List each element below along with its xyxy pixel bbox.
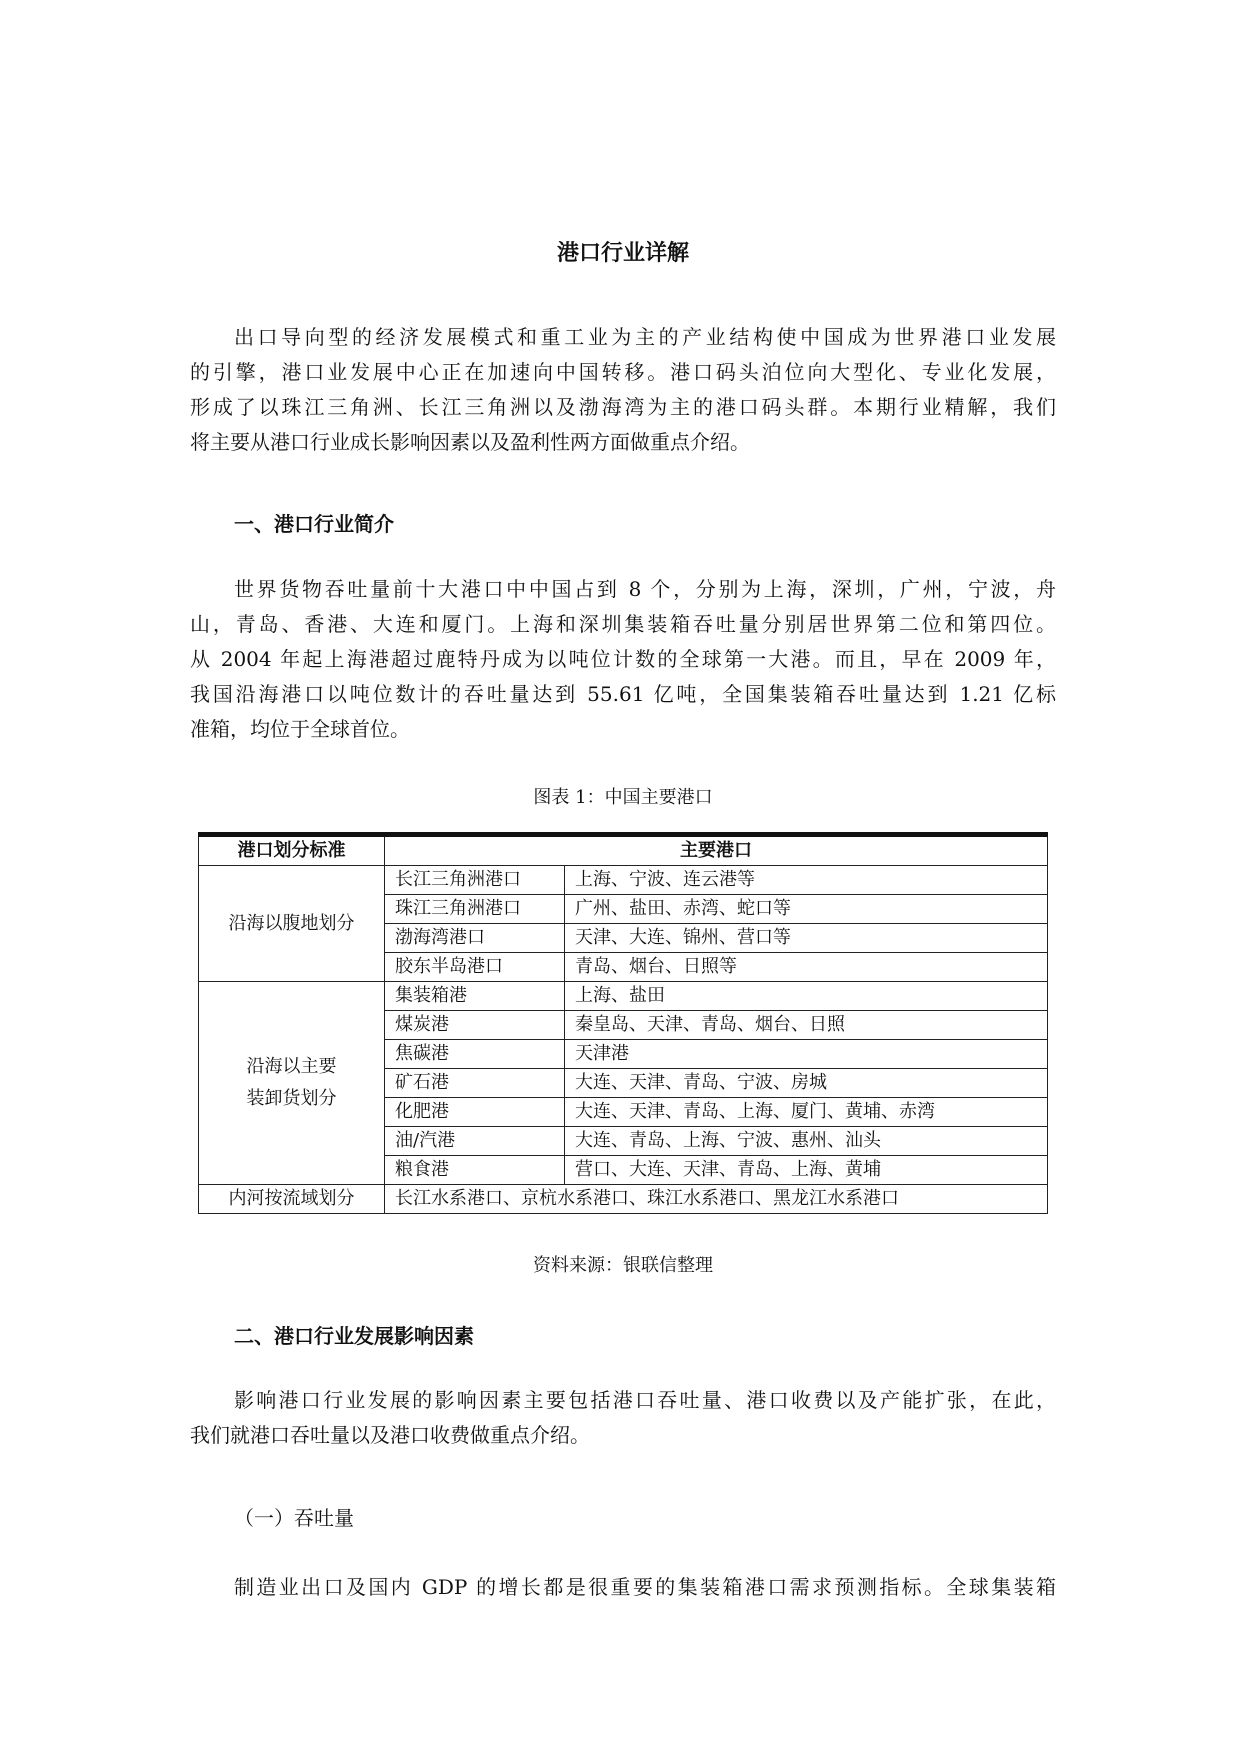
text-line: 形成了以珠江三角洲、长江三角洲以及渤海湾为主的港口码头群。本期行业精解，我们 — [190, 395, 1056, 419]
table-caption: 图表 1：中国主要港口 — [533, 787, 713, 808]
port-type-cell: 胶东半岛港口 — [385, 953, 565, 982]
text-line: 我国沿海港口以吨位数计的吞吐量达到 55.61 亿吨，全国集装箱吞吐量达到 1.21 亿标 — [190, 682, 1056, 706]
port-type-cell: 化肥港 — [385, 1098, 565, 1127]
ports-cell: 大连、天津、青岛、宁波、房城 — [565, 1069, 1048, 1098]
text-line: 出口导向型的经济发展模式和重工业为主的产业结构使中国成为世界港口业发展 — [234, 325, 1056, 349]
ports-cell: 天津港 — [565, 1040, 1048, 1069]
section-2-heading: 二、港口行业发展影响因素 — [234, 1324, 474, 1348]
text-line: 世界货物吞吐量前十大港口中中国占到 8 个，分别为上海，深圳，广州，宁波，舟 — [234, 577, 1056, 601]
text-line: 影响港口行业发展的影响因素主要包括港口吞吐量、港口收费以及产能扩张，在此， — [234, 1388, 1056, 1412]
port-type-cell: 渤海湾港口 — [385, 924, 565, 953]
port-type-cell: 粮食港 — [385, 1156, 565, 1185]
ports-cell: 广州、盐田、赤湾、蛇口等 — [565, 895, 1048, 924]
category-cell: 内河按流域划分 — [199, 1185, 385, 1214]
category-cell — [199, 982, 385, 1185]
table-source: 资料来源：银联信整理 — [533, 1255, 713, 1276]
port-type-cell: 矿石港 — [385, 1069, 565, 1098]
port-type-cell: 集装箱港 — [385, 982, 565, 1011]
ports-table — [198, 832, 1048, 1214]
ports-cell: 天津、大连、锦州、营口等 — [565, 924, 1048, 953]
ports-cell: 长江水系港口、京杭水系港口、珠江水系港口、黑龙江水系港口 — [385, 1185, 1048, 1214]
ports-cell: 大连、青岛、上海、宁波、惠州、汕头 — [565, 1127, 1048, 1156]
section-2-paragraph — [190, 1383, 1056, 1453]
text-line: 我们就港口吞吐量以及港口收费做重点介绍。 — [190, 1423, 590, 1447]
continuation-paragraph — [190, 1570, 1056, 1605]
category-line: 装卸货划分 — [246, 1088, 337, 1109]
ports-cell: 青岛、烟台、日照等 — [565, 953, 1048, 982]
document-title: 港口行业详解 — [556, 241, 689, 266]
text-line: 山，青岛、香港、大连和厦门。上海和深圳集装箱吞吐量分别居世界第二位和第四位。 — [190, 612, 1056, 636]
section-1-paragraph — [190, 572, 1056, 747]
text-line: 从 2004 年起上海港超过鹿特丹成为以吨位计数的全球第一大港。而且，早在 2009 年， — [190, 647, 1056, 671]
table-header-cell: 主要港口 — [385, 835, 1048, 866]
subsection-heading: （一）吞吐量 — [234, 1506, 354, 1530]
ports-cell: 上海、宁波、连云港等 — [565, 866, 1048, 895]
section-1-heading: 一、港口行业简介 — [234, 512, 394, 536]
table-header-row — [199, 835, 1048, 866]
ports-cell: 秦皇岛、天津、青岛、烟台、日照 — [565, 1011, 1048, 1040]
port-type-cell: 珠江三角洲港口 — [385, 895, 565, 924]
port-type-cell: 煤炭港 — [385, 1011, 565, 1040]
port-type-cell: 焦碳港 — [385, 1040, 565, 1069]
text-line: 制造业出口及国内 GDP 的增长都是很重要的集装箱港口需求预测指标。全球集装箱 — [234, 1575, 1056, 1599]
ports-cell: 上海、盐田 — [565, 982, 1048, 1011]
table-row — [199, 982, 1048, 1011]
ports-cell: 营口、大连、天津、青岛、上海、黄埔 — [565, 1156, 1048, 1185]
text-line: 的引擎，港口业发展中心正在加速向中国转移。港口码头泊位向大型化、专业化发展， — [190, 360, 1056, 384]
text-line: 将主要从港口行业成长影响因素以及盈利性两方面做重点介绍。 — [190, 430, 750, 454]
table-row — [199, 866, 1048, 895]
category-cell: 沿海以腹地划分 — [199, 866, 385, 982]
intro-paragraph — [190, 320, 1056, 460]
port-type-cell: 油/汽港 — [385, 1127, 565, 1156]
ports-cell: 大连、天津、青岛、上海、厦门、黄埔、赤湾 — [565, 1098, 1048, 1127]
table-header-cell: 港口划分标准 — [199, 835, 385, 866]
text-line: 准箱，均位于全球首位。 — [190, 717, 410, 741]
table-row — [199, 1185, 1048, 1214]
port-type-cell: 长江三角洲港口 — [385, 866, 565, 895]
category-line: 沿海以主要 — [246, 1056, 337, 1077]
